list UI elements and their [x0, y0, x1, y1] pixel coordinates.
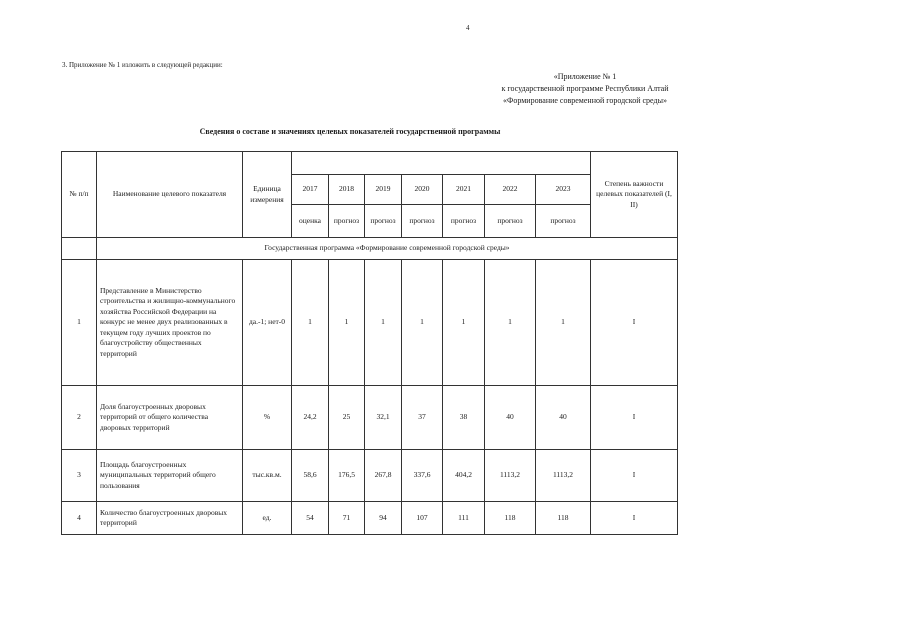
row-value: 94 [365, 502, 402, 535]
year-cell: 2017 [292, 175, 329, 205]
row-value: 1 [365, 260, 402, 386]
kind-cell: прогноз [536, 205, 591, 238]
row-value: 107 [402, 502, 443, 535]
header-row-top [62, 152, 678, 175]
appendix-line-1: «Приложение № 1 [553, 72, 617, 81]
row-value: 37 [402, 386, 443, 450]
row-value: 267,8 [365, 450, 402, 502]
kind-cell: прогноз [329, 205, 365, 238]
appendix-header [440, 71, 730, 107]
appendix-line-3: «Формирование современной городской среды» [503, 96, 667, 105]
row-value: 38 [443, 386, 485, 450]
indicators-table [61, 151, 678, 535]
intro-line: 3. Приложение № 1 изложить в следующей редакции: [62, 61, 223, 69]
header-importance: Степень важности целевых показателей (I, II) [591, 152, 678, 238]
kind-cell: прогноз [443, 205, 485, 238]
row-importance: I [591, 260, 678, 386]
year-cell: 2021 [443, 175, 485, 205]
row-value: 1 [402, 260, 443, 386]
row-unit: тыс.кв.м. [243, 450, 292, 502]
table-row [62, 450, 678, 502]
row-value: 1 [329, 260, 365, 386]
section-num-cell [62, 238, 97, 260]
header-num: № п/п [62, 152, 97, 238]
row-unit: % [243, 386, 292, 450]
row-value: 1 [485, 260, 536, 386]
kind-cell: прогноз [402, 205, 443, 238]
row-value: 24,2 [292, 386, 329, 450]
header-name: Наименование целевого показателя [97, 152, 243, 238]
table-row [62, 502, 678, 535]
row-value: 111 [443, 502, 485, 535]
row-value: 54 [292, 502, 329, 535]
header-years-group [292, 152, 591, 175]
kind-cell: прогноз [365, 205, 402, 238]
row-unit: ед. [243, 502, 292, 535]
row-value: 1 [536, 260, 591, 386]
year-cell: 2020 [402, 175, 443, 205]
kind-cell: оценка [292, 205, 329, 238]
row-value: 1 [443, 260, 485, 386]
year-cell: 2019 [365, 175, 402, 205]
year-cell: 2022 [485, 175, 536, 205]
row-value: 25 [329, 386, 365, 450]
row-indicator-name: Доля благоустроенных дворовых территорий от общего количества дворовых территорий [97, 386, 243, 450]
kind-cell: прогноз [485, 205, 536, 238]
row-num: 2 [62, 386, 97, 450]
row-indicator-name: Представление в Министерство строительства и жилищно-коммунального хозяйства Российской Федерации на конкурс не менее двух реализованных в текущем году лучших проектов по благоустройству общественных территорий [97, 260, 243, 386]
row-value: 40 [485, 386, 536, 450]
row-value: 40 [536, 386, 591, 450]
row-value: 71 [329, 502, 365, 535]
table-row [62, 386, 678, 450]
row-value: 118 [485, 502, 536, 535]
row-value: 176,5 [329, 450, 365, 502]
row-value: 404,2 [443, 450, 485, 502]
section-title: Государственная программа «Формирование современной городской среды» [97, 238, 678, 260]
row-num: 3 [62, 450, 97, 502]
page-number: 4 [466, 24, 470, 32]
header-unit: Единица измерения [243, 152, 292, 238]
row-value: 1 [292, 260, 329, 386]
year-cell: 2023 [536, 175, 591, 205]
row-value: 1113,2 [485, 450, 536, 502]
row-importance: I [591, 450, 678, 502]
row-num: 4 [62, 502, 97, 535]
section-row [62, 238, 678, 260]
row-num: 1 [62, 260, 97, 386]
appendix-line-2: к государственной программе Республики Алтай [501, 84, 669, 93]
year-cell: 2018 [329, 175, 365, 205]
row-unit: да.-1; нет-0 [243, 260, 292, 386]
table-row [62, 260, 678, 386]
row-value: 118 [536, 502, 591, 535]
row-indicator-name: Площадь благоустроенных муниципальных территорий общего пользования [97, 450, 243, 502]
row-value: 32,1 [365, 386, 402, 450]
row-importance: I [591, 502, 678, 535]
row-value: 337,6 [402, 450, 443, 502]
document-title: Сведения о составе и значениях целевых показателей государственной программы [199, 127, 501, 136]
row-importance: I [591, 386, 678, 450]
row-value: 58,6 [292, 450, 329, 502]
row-value: 1113,2 [536, 450, 591, 502]
row-indicator-name: Количество благоустроенных дворовых территорий [97, 502, 243, 535]
